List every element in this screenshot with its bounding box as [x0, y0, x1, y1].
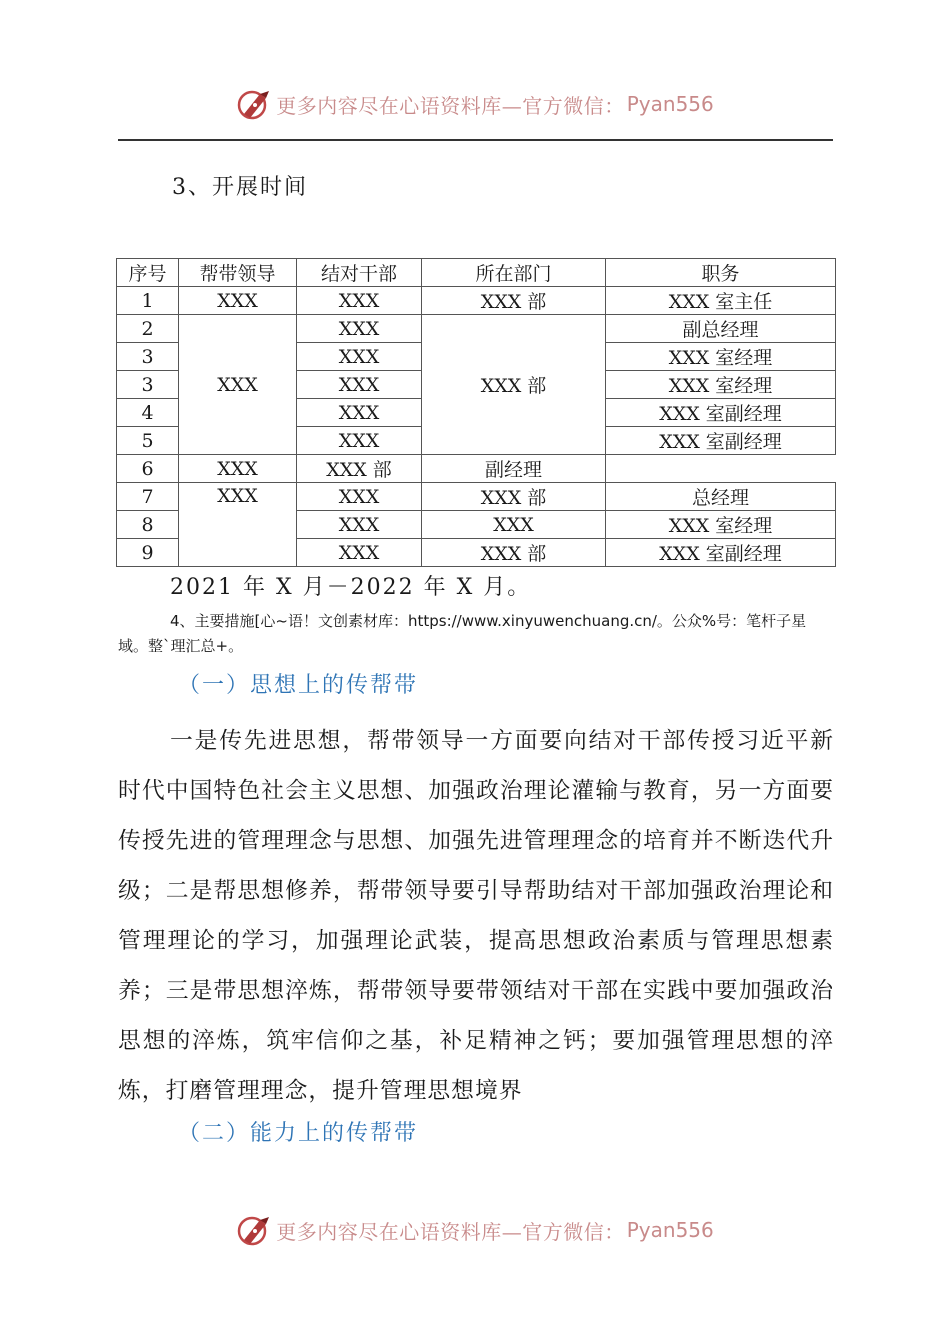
body-paragraph: 一是传先进思想，帮带领导一方面要向结对干部传授习近平新时代中国特色社会主义思想、加强政治理论灌输与教育，另一方面要传授先进的管理理念与思想、加强先进管理理念的培育并不断迭代升级；二是帮思想修养，帮带领导要引导帮助结对干部加强政治理论和管理理论的学习，加强理论武装，提高思想政治素质与管理思想素养；三是带思想淬炼，帮带领导要带领结对干部在实践中要加强政治思想的淬炼，筑牢信仰之基，补足精神之钙；要加强管理思想的淬炼，打磨管理理念，提升管理思想境界 — [118, 728, 834, 1104]
cell-title: XXX 室副经理 — [606, 427, 836, 455]
cell-title: XXX 室主任 — [606, 287, 836, 315]
banner-text: 更多内容尽在心语资料库—官方微信： — [276, 93, 625, 118]
footer-banner — [0, 1208, 950, 1252]
cell-cadre: XXX — [297, 287, 422, 315]
cell-leader: XXX — [179, 315, 297, 455]
cell-dept: XXX 部 — [297, 455, 422, 483]
cell-no: 4 — [117, 399, 179, 427]
cell-cadre: XXX — [297, 511, 422, 539]
header-leader: 帮带领导 — [179, 259, 297, 287]
header-no: 序号 — [117, 259, 179, 287]
section-heading-schedule: 3、开展时间 — [172, 175, 308, 200]
measures-note: 4、主要措施[心~语！文创素材库：https://www.xinyuwenchuang.cn/。公众%号：笔杆子星域。整`理汇总+。 — [118, 612, 807, 655]
header-title: 职务 — [606, 259, 836, 287]
table-row — [117, 287, 836, 315]
cell-cadre: XXX — [297, 483, 422, 511]
cell-no: 3 — [117, 371, 179, 399]
pen-nib-logo-icon — [236, 86, 272, 122]
cell-no: 8 — [117, 511, 179, 539]
cell-dept: XXX 部 — [422, 539, 606, 567]
cell-cadre: XXX — [297, 539, 422, 567]
table-row — [117, 315, 836, 343]
cell-no: 5 — [117, 427, 179, 455]
cell-cadre: XXX — [297, 371, 422, 399]
cell-dept: XXX 部 — [422, 287, 606, 315]
cell-dept: XXX 部 — [422, 483, 606, 511]
cell-no: 2 — [117, 315, 179, 343]
cell-no: 7 — [117, 483, 179, 511]
header-cadre: 结对干部 — [297, 259, 422, 287]
cell-title: XXX 室副经理 — [606, 399, 836, 427]
subheading-ability: （二）能力上的传帮带 — [178, 1121, 419, 1146]
cell-cadre: XXX — [179, 455, 297, 483]
cell-dept: XXX 部 — [422, 315, 606, 455]
table-header-row — [117, 259, 836, 287]
header-banner — [0, 82, 950, 126]
cell-title: XXX 室经理 — [606, 343, 836, 371]
cell-title: 总经理 — [606, 483, 836, 511]
pen-nib-logo-icon — [236, 1212, 272, 1248]
banner-text: 更多内容尽在心语资料库—官方微信： — [276, 1219, 625, 1244]
cell-no: 1 — [117, 287, 179, 315]
cell-title: XXX 室经理 — [606, 371, 836, 399]
cell-title: XXX 室副经理 — [606, 539, 836, 567]
cell-dept: XXX — [422, 511, 606, 539]
header-divider — [118, 139, 833, 141]
table-row — [117, 483, 836, 511]
cell-cadre: XXX — [297, 427, 422, 455]
pairing-table — [116, 258, 836, 567]
cell-leader: XXX — [179, 483, 297, 567]
cell-no: 9 — [117, 539, 179, 567]
header-dept: 所在部门 — [422, 259, 606, 287]
cell-cadre: XXX — [297, 315, 422, 343]
cell-title: 副经理 — [422, 455, 606, 483]
cell-no: 3 — [117, 343, 179, 371]
date-range: 2021 年 X 月－2022 年 X 月。 — [170, 575, 532, 600]
banner-wechat-id: Pyan556 — [626, 92, 714, 116]
cell-title: 副总经理 — [606, 315, 836, 343]
banner-wechat-id: Pyan556 — [626, 1218, 714, 1242]
subheading-ideology: （一）思想上的传帮带 — [178, 673, 419, 698]
table-row — [117, 455, 836, 483]
cell-title: XXX 室经理 — [606, 511, 836, 539]
cell-cadre: XXX — [297, 399, 422, 427]
cell-leader: XXX — [179, 287, 297, 315]
cell-no: 6 — [117, 455, 179, 483]
cell-cadre: XXX — [297, 343, 422, 371]
